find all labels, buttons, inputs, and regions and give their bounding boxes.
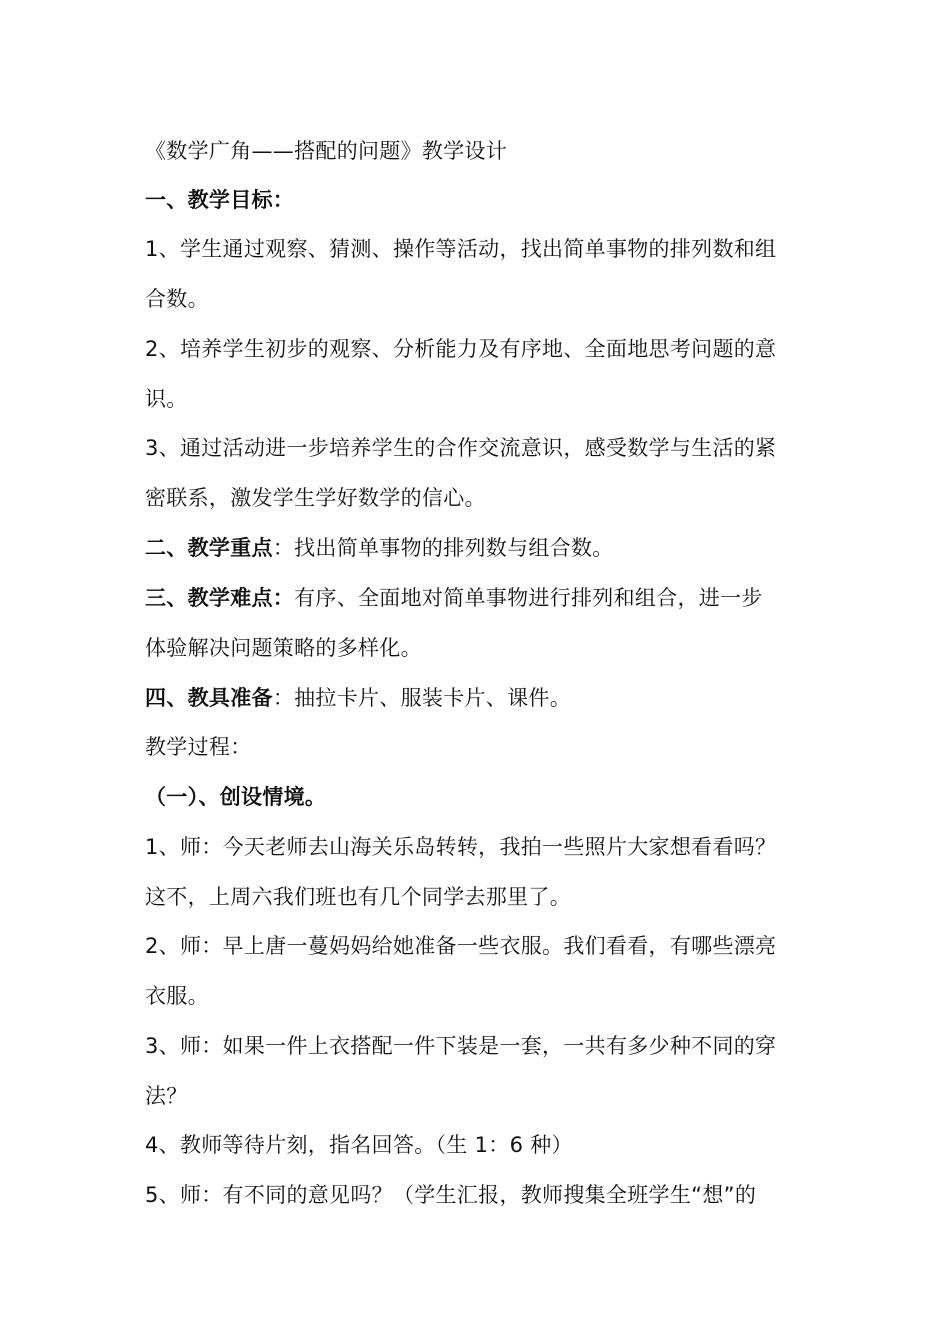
- goal-1-line-2: 合数。: [145, 287, 209, 311]
- difficult-points-line-2: 体验解决问题策略的多样化。: [145, 636, 422, 660]
- key-points-text: ：找出简单事物的排列数与组合数。: [272, 536, 614, 560]
- goal-1-line-1: 1、学生通过观察、猜测、操作等活动，找出简单事物的排列数和组: [145, 237, 777, 261]
- teaching-aids-label: 四、教具准备: [145, 686, 273, 710]
- teaching-aids-text: ：抽拉卡片、服装卡片、课件。: [272, 686, 572, 710]
- goal-2-line-1: 2、培养学生初步的观察、分析能力及有序地、全面地思考问题的意: [145, 337, 777, 361]
- section-1-heading: （一）、创设情境。: [145, 785, 327, 809]
- difficult-points-text: 有序、全面地对简单事物进行排列和组合，进一步: [294, 586, 763, 610]
- goal-2-line-2: 识。: [145, 387, 188, 411]
- step-1-line-1: 1、师：今天老师去山海关乐岛转转，我拍一些照片大家想看看吗？: [145, 835, 777, 859]
- step-5-line-1: 5、师：有不同的意见吗？（学生汇报，教师搜集全班学生“想”的: [145, 1183, 757, 1207]
- key-points: [145, 533, 614, 563]
- step-2-line-1: 2、师：早上唐一蔓妈妈给她准备一些衣服。我们看看，有哪些漂亮: [145, 934, 777, 958]
- difficult-points-label: 三、教学难点：: [145, 586, 295, 610]
- difficult-points: [145, 583, 763, 613]
- step-3-line-2: 法？: [145, 1084, 188, 1108]
- teaching-aids: [145, 683, 571, 713]
- step-3-line-1: 3、师：如果一件上衣搭配一件下装是一套，一共有多少种不同的穿: [145, 1034, 777, 1058]
- document-title: 《数学广角——搭配的问题》教学设计: [145, 139, 508, 163]
- step-4: 4、教师等待片刻，指名回答。（生 1：6 种）: [145, 1133, 573, 1157]
- step-1-line-2: 这不，上周六我们班也有几个同学去那里了。: [145, 885, 571, 909]
- goals-heading: 一、教学目标：: [145, 188, 295, 212]
- key-points-label: 二、教学重点: [145, 536, 273, 560]
- goal-3-line-2: 密联系，激发学生学好数学的信心。: [145, 486, 486, 510]
- goal-3-line-1: 3、通过活动进一步培养学生的合作交流意识，感受数学与生活的紧: [145, 436, 777, 460]
- process-heading: 教学过程：: [145, 735, 252, 759]
- step-2-line-2: 衣服。: [145, 984, 209, 1008]
